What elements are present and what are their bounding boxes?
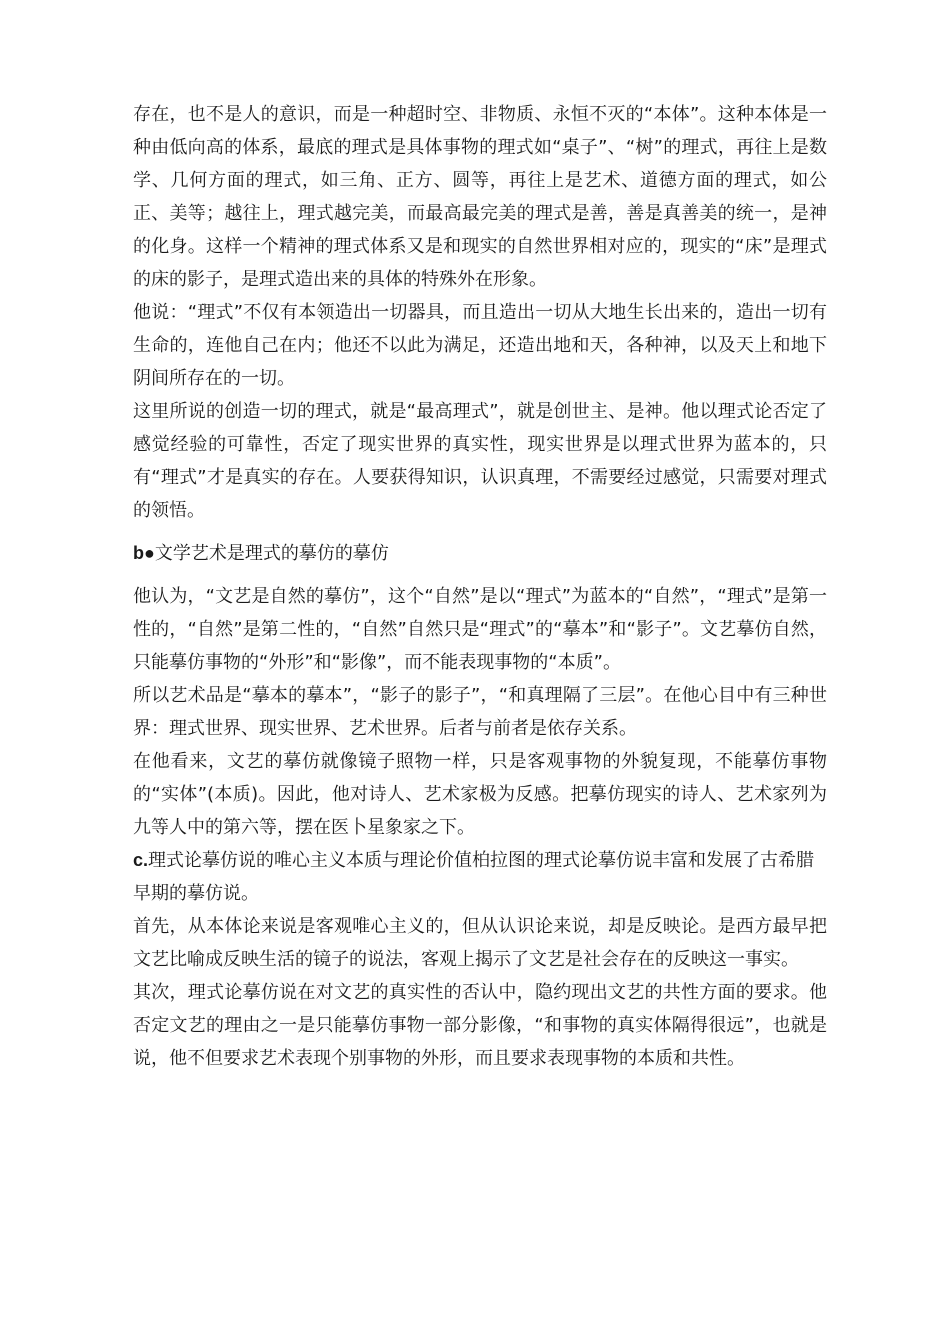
- section-title-b: 文学艺术是理式的摹仿的摹仿: [154, 543, 389, 564]
- section-heading-b: [133, 537, 827, 570]
- section-heading-c: [133, 844, 827, 910]
- paragraph-three-worlds: 所以艺术品是“摹本的摹本”，“影子的影子”，“和真理隔了三层”。在他心目中有三种世界：理式世界、现实世界、艺术世界。后者与前者是依存关系。: [133, 685, 827, 739]
- document-body: [133, 98, 827, 1075]
- section-title-c: 理式论摹仿说的唯心主义本质与理论价值柏拉图的理式论摹仿说丰富和发展了古希腊早期的摹仿说。: [133, 850, 815, 904]
- paragraph-ontology: 存在，也不是人的意识，而是一种超时空、非物质、永恒不灭的“本体”。这种本体是一种由低向高的体系，最底的理式是具体事物的理式如“桌子”、“树”的理式，再往上是数学、几何方面的理式，如三角、正方、圆等，再往上是艺术、道德方面的理式，如公正、美等；越往上，理式越完美，而最高最完美的理式是善，善是真善美的统一，是神的化身。这样一个精神的理式体系又是和现实的自然世界相对应的，现实的“床”是理式的床的影子，是理式造出来的具体的特殊外在形象。: [133, 104, 827, 290]
- paragraph-highest-form: 这里所说的创造一切的理式，就是“最高理式”，就是创世主、是神。他以理式论否定了感觉经验的可靠性，否定了现实世界的真实性，现实世界是以理式世界为蓝本的，只有“理式”才是真实的存在。人要获得知识，认识真理，不需要经过感觉，只需要对理式的领悟。: [133, 401, 827, 521]
- paragraph-second-point: 其次，理式论摹仿说在对文艺的真实性的否认中，隐约现出文艺的共性方面的要求。他否定文艺的理由之一是只能摹仿事物一部分影像，“和事物的真实体隔得很远”，也就是说，他不但要求艺术表现个别事物的外形，而且要求表现事物的本质和共性。: [133, 982, 827, 1069]
- paragraph-imitation-of-nature: 他认为，“文艺是自然的摹仿”，这个“自然”是以“理式”为蓝本的“自然”，“理式”是第一性的，“自然”是第二性的，“自然”自然只是“理式”的“摹本”和“影子”。文艺摹仿自然，只能摹仿事物的“外形”和“影像”，而不能表现事物的“本质”。: [133, 586, 827, 673]
- paragraph-he-said: 他说：“理式”不仅有本领造出一切器具，而且造出一切从大地生长出来的，造出一切有生命的，连他自己在内；他还不以此为满足，还造出地和天，各种神，以及天上和地下阴间所存在的一切。: [133, 302, 827, 389]
- paragraph-first-point: 首先，从本体论来说是客观唯心主义的，但从认识论来说，却是反映论。是西方最早把文艺比喻成反映生活的镜子的说法，客观上揭示了文艺是社会存在的反映这一事实。: [133, 916, 827, 970]
- paragraph-mirror: 在他看来，文艺的摹仿就像镜子照物一样，只是客观事物的外貌复现，不能摹仿事物的“实体”(本质)。因此，他对诗人、艺术家极为反感。把摹仿现实的诗人、艺术家列为九等人中的第六等，摆在医卜星象家之下。: [133, 751, 827, 838]
- section-marker-b: b●: [133, 543, 155, 563]
- section-marker-c: c.: [133, 850, 149, 870]
